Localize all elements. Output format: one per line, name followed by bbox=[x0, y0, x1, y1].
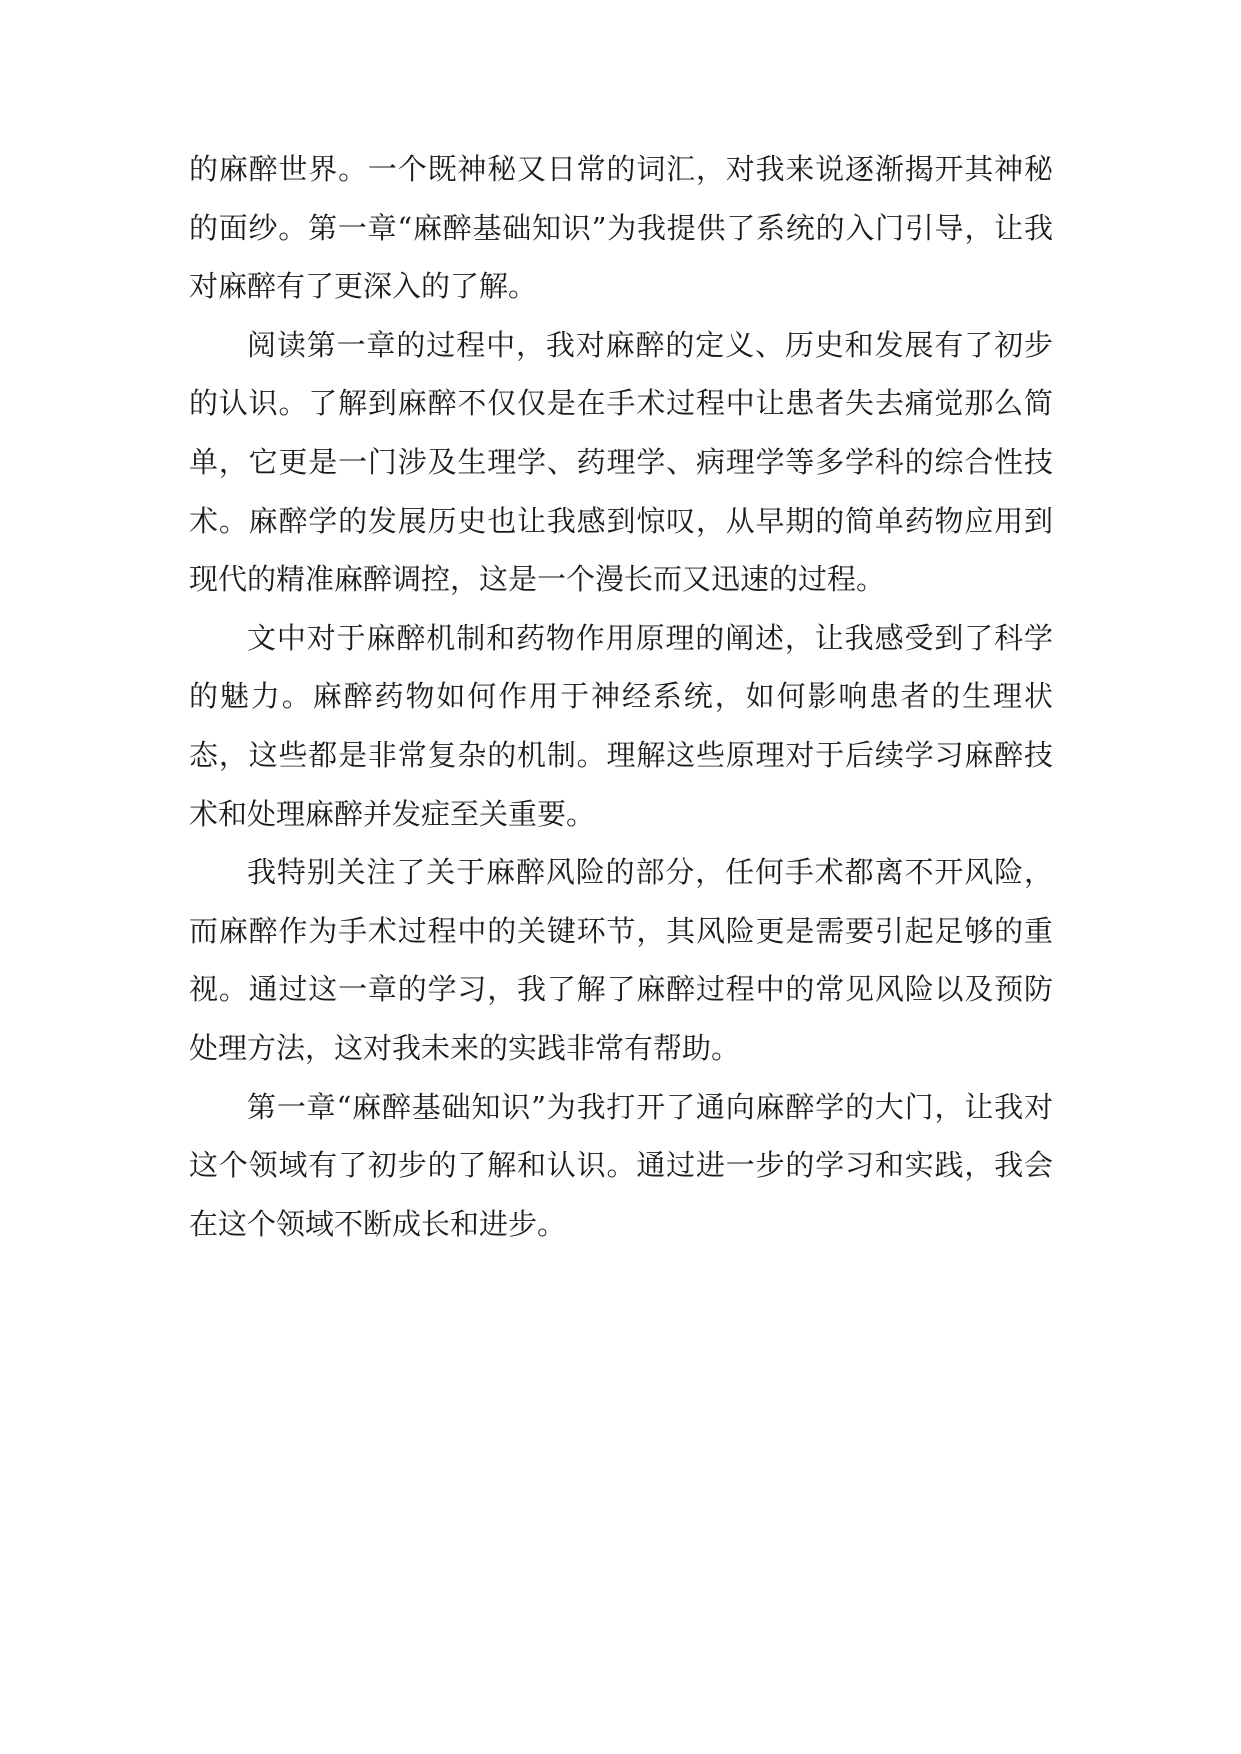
paragraph-chapter-reading: 阅读第一章的过程中，我对麻醉的定义、历史和发展有了初步的认识。了解到麻醉不仅仅是在手术过程中让患者失去痛觉那么简单，它更是一门涉及生理学、药理学、病理学等多学科的综合性技术。麻醉学的发展历史也让我感到惊叹，从早期的简单药物应用到现代的精准麻醉调控，这是一个漫长而又迅速的过程。 bbox=[189, 327, 1053, 597]
paragraph-risk: 我特别关注了关于麻醉风险的部分，任何手术都离不开风险，而麻醉作为手术过程中的关键环节，其风险更是需要引起足够的重视。通过这一章的学习，我了解了麻醉过程中的常见风险以及预防处理方法，这对我未来的实践非常有帮助。 bbox=[189, 855, 1053, 1065]
document-body bbox=[189, 140, 1053, 1253]
paragraph-mechanism: 文中对于麻醉机制和药物作用原理的阐述，让我感受到了科学的魅力。麻醉药物如何作用于神经系统，如何影响患者的生理状态，这些都是非常复杂的机制。理解这些原理对于后续学习麻醉技术和处理麻醉并发症至关重要。 bbox=[189, 620, 1053, 831]
paragraph-conclusion: 第一章“麻醉基础知识”为我打开了通向麻醉学的大门，让我对这个领域有了初步的了解和认识。通过进一步的学习和实践，我会在这个领域不断成长和进步。 bbox=[189, 1089, 1053, 1241]
paragraph-continuation: 的麻醉世界。一个既神秘又日常的词汇，对我来说逐渐揭开其神秘的面纱。第一章“麻醉基础知识”为我提供了系统的入门引导，让我对麻醉有了更深入的了解。 bbox=[189, 152, 1053, 304]
